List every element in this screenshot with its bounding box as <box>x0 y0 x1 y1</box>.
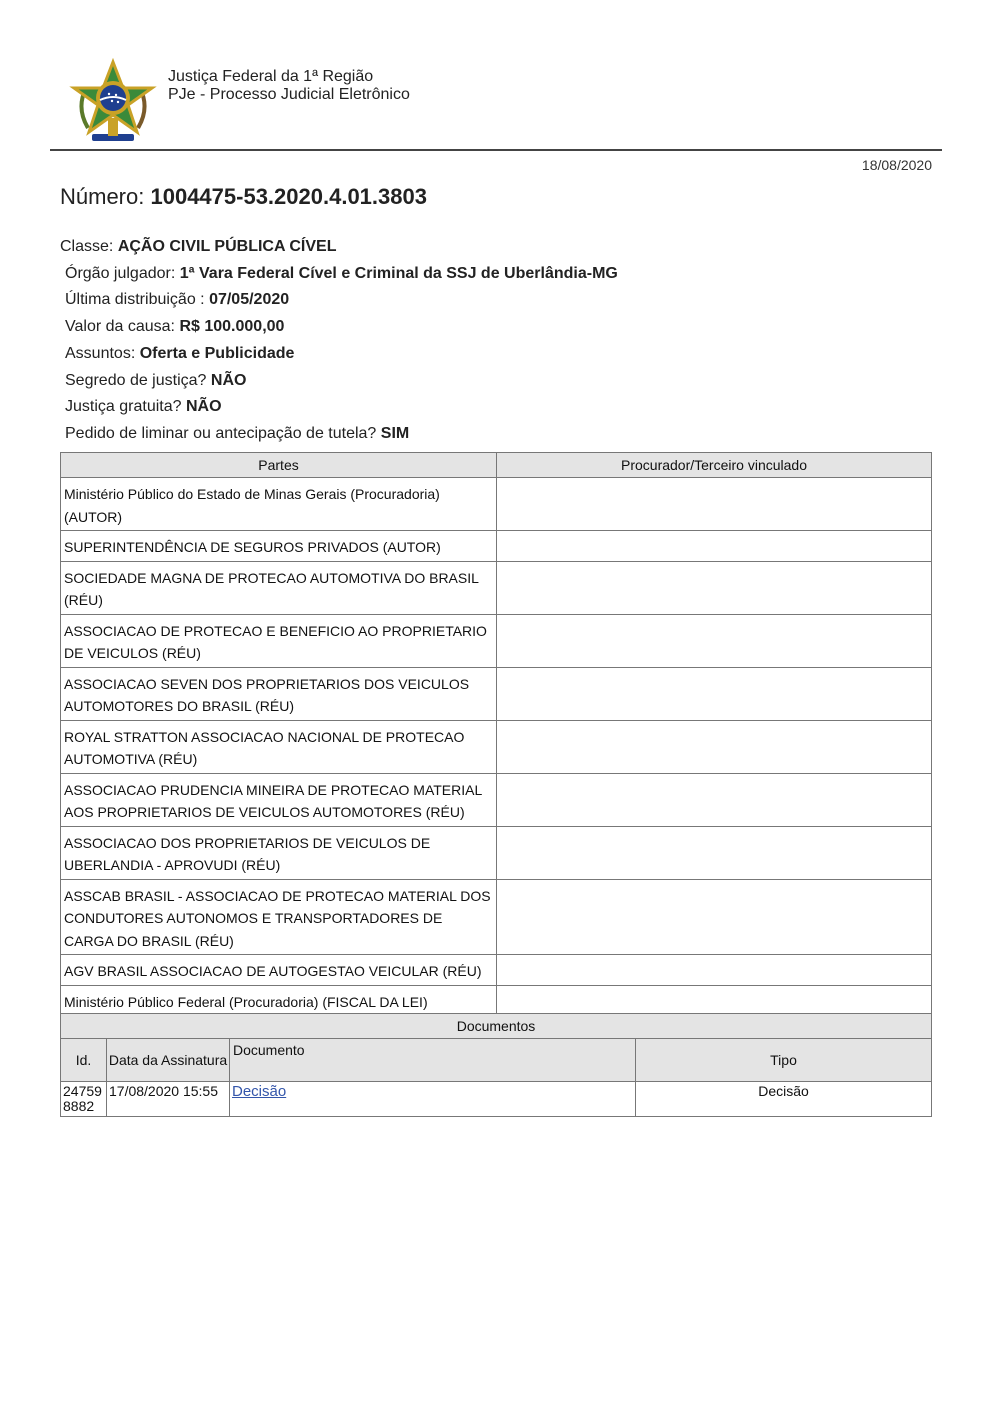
field-orgao <box>60 261 618 288</box>
procurador-header: Procurador/Terceiro vinculado <box>497 453 932 478</box>
field-segredo <box>60 368 618 395</box>
table-row <box>61 478 932 531</box>
parte-name: ASSOCIACAO PRUDENCIA MINEIRA DE PROTECAO MATERIAL AOS PROPRIETARIOS DE VEICULOS AUTOMOTORES (RÉU) <box>61 773 497 826</box>
table-row <box>61 720 932 773</box>
field-label: Pedido de liminar ou antecipação de tutela? <box>65 424 377 442</box>
procurador-cell <box>497 826 932 879</box>
table-row <box>61 826 932 879</box>
procurador-cell <box>497 531 932 562</box>
process-number <box>60 184 427 210</box>
field-label: Última distribuição : <box>65 291 205 309</box>
process-fields <box>60 234 618 448</box>
partes-table <box>60 452 932 1016</box>
process-number-value: 1004475-53.2020.4.01.3803 <box>150 184 427 209</box>
procurador-cell <box>497 478 932 531</box>
brazil-coat-of-arms-icon <box>68 58 158 148</box>
procurador-cell <box>497 561 932 614</box>
header-divider <box>50 149 942 151</box>
doc-date: 17/08/2020 15:55 <box>107 1082 230 1117</box>
field-value: SIM <box>380 424 410 442</box>
procurador-cell <box>497 985 932 1016</box>
field-label: Valor da causa: <box>65 318 175 336</box>
field-valor <box>60 314 618 341</box>
partes-header: Partes <box>61 453 497 478</box>
id-header: Id. <box>61 1039 107 1082</box>
field-label: Segredo de justiça? <box>65 371 207 389</box>
field-assuntos <box>60 341 618 368</box>
parte-name: ASSOCIACAO DOS PROPRIETARIOS DE VEICULOS DE UBERLANDIA - APROVUDI (RÉU) <box>61 826 497 879</box>
table-row <box>61 1082 932 1117</box>
table-row <box>61 531 932 562</box>
data-header: Data da Assinatura <box>107 1039 230 1082</box>
procurador-cell <box>497 614 932 667</box>
procurador-cell <box>497 720 932 773</box>
print-date: 18/08/2020 <box>861 157 932 173</box>
table-row <box>61 614 932 667</box>
parte-name: ASSOCIACAO DE PROTECAO E BENEFICIO AO PROPRIETARIO DE VEICULOS (RÉU) <box>61 614 497 667</box>
table-row <box>61 773 932 826</box>
field-value: NÃO <box>185 398 222 416</box>
field-classe <box>60 234 618 261</box>
header-system: PJe - Processo Judicial Eletrônico <box>168 86 410 103</box>
field-label: Assuntos: <box>65 344 136 362</box>
field-label: Classe: <box>60 238 114 255</box>
parte-name: ASSCAB BRASIL - ASSOCIACAO DE PROTECAO MATERIAL DOS CONDUTORES AUTONOMOS E TRANSPORTADORES DE CARGA DO BRASIL (RÉU) <box>61 879 497 955</box>
doc-type: Decisão <box>636 1082 932 1117</box>
field-value: AÇÃO CIVIL PÚBLICA CÍVEL <box>117 238 337 255</box>
field-value: Oferta e Publicidade <box>139 344 295 362</box>
documentos-title: Documentos <box>61 1014 932 1039</box>
field-label: Justiça gratuita? <box>65 398 182 416</box>
tipo-header: Tipo <box>636 1039 932 1082</box>
field-value: 07/05/2020 <box>209 291 290 309</box>
parte-name: Ministério Público Federal (Procuradoria) (FISCAL DA LEI) <box>61 985 497 1016</box>
field-label: Órgão julgador: <box>65 264 176 282</box>
procurador-cell <box>497 879 932 955</box>
field-value: R$ 100.000,00 <box>179 318 285 336</box>
field-distribuicao <box>60 287 618 314</box>
field-value: NÃO <box>210 371 247 389</box>
procurador-cell <box>497 773 932 826</box>
header-org: Justiça Federal da 1ª Região <box>168 68 374 85</box>
field-gratuita <box>60 394 618 421</box>
parte-name: Ministério Público do Estado de Minas Gerais (Procuradoria) (AUTOR) <box>61 478 497 531</box>
parte-name: SOCIEDADE MAGNA DE PROTECAO AUTOMOTIVA DO BRASIL (RÉU) <box>61 561 497 614</box>
documento-header: Documento <box>230 1039 636 1082</box>
parte-name: ROYAL STRATTON ASSOCIACAO NACIONAL DE PROTECAO AUTOMOTIVA (RÉU) <box>61 720 497 773</box>
procurador-cell <box>497 955 932 986</box>
procurador-cell <box>497 667 932 720</box>
table-row <box>61 879 932 955</box>
field-liminar <box>60 421 618 448</box>
process-number-label: Número: <box>60 184 145 209</box>
partes-header-row <box>61 453 932 478</box>
table-row <box>61 955 932 986</box>
documentos-header-row <box>61 1039 932 1082</box>
documentos-title-row <box>61 1014 932 1039</box>
doc-link[interactable]: Decisão <box>232 1083 287 1100</box>
doc-name-cell <box>230 1082 636 1117</box>
parte-name: SUPERINTENDÊNCIA DE SEGUROS PRIVADOS (AUTOR) <box>61 531 497 562</box>
table-row <box>61 667 932 720</box>
documentos-table <box>60 1013 932 1117</box>
field-value: 1ª Vara Federal Cível e Criminal da SSJ de Uberlândia-MG <box>179 264 618 282</box>
table-row <box>61 985 932 1016</box>
document-header <box>68 58 948 148</box>
table-row <box>61 561 932 614</box>
doc-id: 247598882 <box>61 1082 107 1117</box>
parte-name: ASSOCIACAO SEVEN DOS PROPRIETARIOS DOS VEICULOS AUTOMOTORES DO BRASIL (RÉU) <box>61 667 497 720</box>
parte-name: AGV BRASIL ASSOCIACAO DE AUTOGESTAO VEICULAR (RÉU) <box>61 955 497 986</box>
